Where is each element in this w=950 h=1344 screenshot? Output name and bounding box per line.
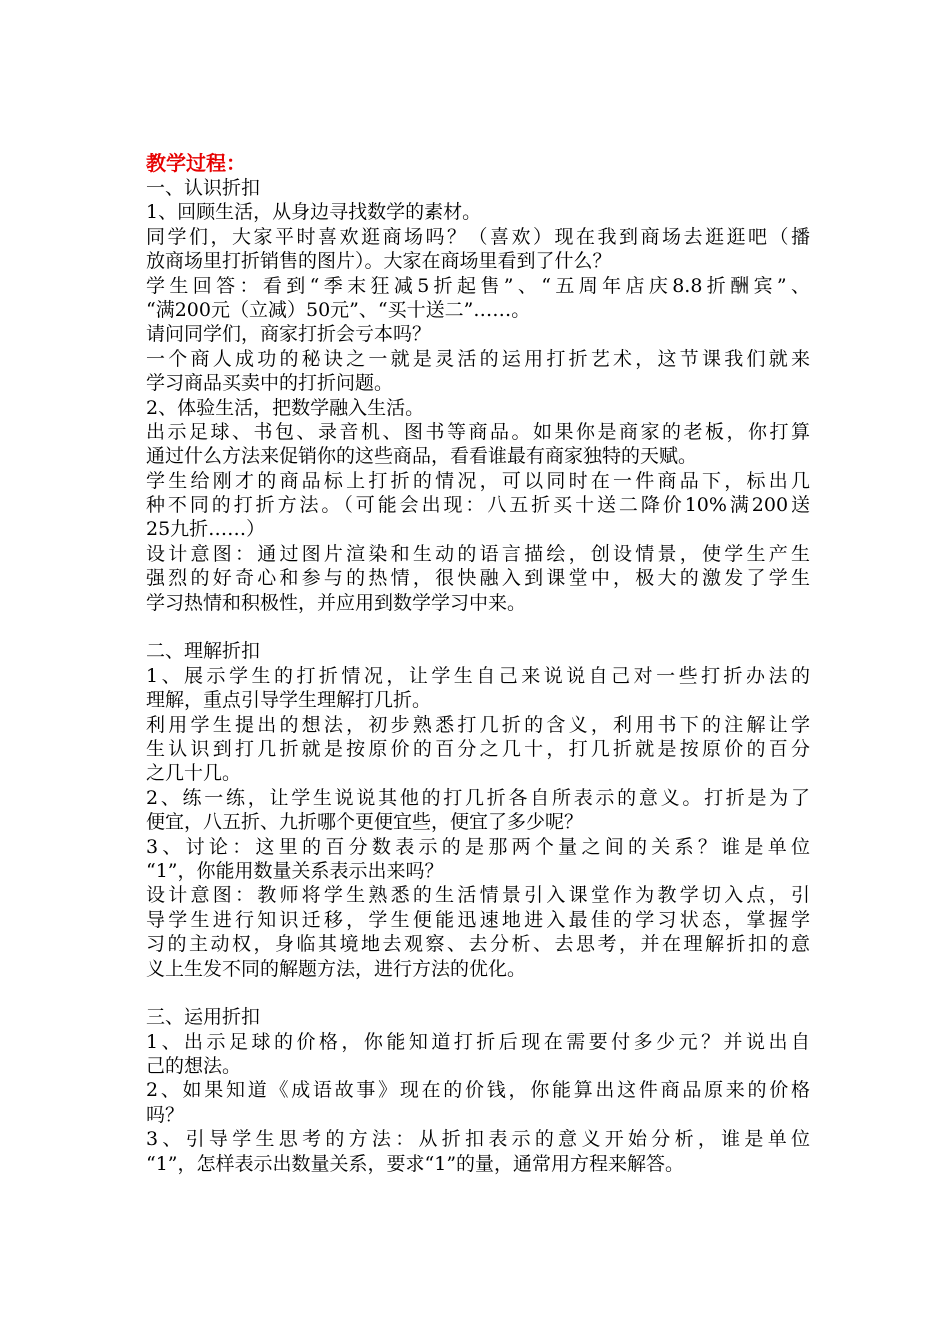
paragraph <box>146 396 810 420</box>
text-line: 设计意图：通过图片渲染和生动的语言描绘，创设情景，使学生产生 <box>146 542 810 565</box>
text-line: 生认识到打几折就是按原价的百分之几十，打几折就是按原价的百分 <box>146 737 810 760</box>
paragraph <box>146 713 810 786</box>
paragraph <box>146 786 810 835</box>
paragraph <box>146 883 810 981</box>
section-heading: 一、认识折扣 <box>146 177 261 199</box>
text-line: 请问同学们，商家打折会亏本吗？ <box>146 323 432 346</box>
text-line: 1、展示学生的打折情况，让学生自己来说说自己对一些打折办法的 <box>146 664 810 687</box>
text-line: 习的主动权，身临其境地去观察、去分析、去思考，并在理解折扣的意 <box>146 933 810 956</box>
paragraph <box>146 420 810 469</box>
text-line: 放商场里打折销售的图片）。大家在商场里看到了什么？ <box>146 250 612 273</box>
text-line: “满200元（立减）50元”、“买十送二”……。 <box>146 298 531 321</box>
text-line: 义上生发不同的解题方法，进行方法的优化。 <box>146 957 527 980</box>
text-line: 学习热情和积极性，并应用到数学学习中来。 <box>146 591 527 614</box>
paragraph <box>146 1127 810 1176</box>
text-line: 2、体验生活，把数学融入生活。 <box>146 396 425 419</box>
text-line: 理解，重点引导学生理解打几折。 <box>146 689 432 712</box>
document-body <box>146 176 810 1176</box>
text-line: 一个商人成功的秘诀之一就是灵活的运用打折艺术，这节课我们就来 <box>146 347 810 370</box>
paragraph <box>146 347 810 396</box>
text-line: 设计意图：教师将学生熟悉的生活情景引入课堂作为教学切入点，引 <box>146 884 810 907</box>
paragraph <box>146 664 810 713</box>
text-line: 强烈的好奇心和参与的热情，很快融入到课堂中，极大的激发了学生 <box>146 567 810 590</box>
paragraph <box>146 542 810 615</box>
text-line: 3、讨论：这里的百分数表示的是那两个量之间的关系？谁是单位 <box>146 835 810 858</box>
text-line: 便宜，八五折、九折哪个更便宜些，便宜了多少呢？ <box>146 811 584 834</box>
text-line: “1”，你能用数量关系表示出来吗？ <box>146 859 444 882</box>
document-page <box>146 150 810 1176</box>
section-spacer <box>146 981 810 1005</box>
text-line: 导学生进行知识迁移，学生便能迅速地进入最佳的学习状态，掌握学 <box>146 908 810 931</box>
text-line: 3、引导学生思考的方法：从折扣表示的意义开始分析，谁是单位 <box>146 1128 810 1151</box>
text-line: 吗？ <box>146 1103 185 1126</box>
text-line: 己的想法。 <box>146 1055 242 1078</box>
text-line: 学习商品买卖中的打折问题。 <box>146 372 394 395</box>
paragraph <box>146 322 810 346</box>
text-line: “1”，怎样表示出数量关系，要求“1”的量，通常用方程来解答。 <box>146 1152 685 1175</box>
text-line: 25九折……） <box>146 518 266 541</box>
section-heading: 三、运用折扣 <box>146 1006 261 1029</box>
text-line: 种不同的打折方法。（可能会出现：八五折买十送二降价10%满200送 <box>146 494 810 517</box>
section-heading: 二、理解折扣 <box>146 640 261 663</box>
text-line: 学生给刚才的商品标上打折的情况，可以同时在一件商品下，标出几 <box>146 469 810 492</box>
text-line: 出示足球、书包、录音机、图书等商品。如果你是商家的老板，你打算 <box>146 420 810 443</box>
text-line: 学生回答：看到“季末狂减5折起售”、“五周年店庆8.8折酬宾”、 <box>146 274 810 297</box>
text-line: 利用学生提出的想法，初步熟悉打几折的含义，利用书下的注解让学 <box>146 713 810 736</box>
paragraph <box>146 200 810 224</box>
paragraph <box>146 1030 810 1079</box>
section-spacer <box>146 615 810 639</box>
text-line: 同学们，大家平时喜欢逛商场吗？（喜欢）现在我到商场去逛逛吧（播 <box>146 225 810 248</box>
text-line: 通过什么方法来促销你的这些商品，看看谁最有商家独特的天赋。 <box>146 445 698 468</box>
page-title: 教学过程： <box>146 151 246 175</box>
paragraph <box>146 835 810 884</box>
paragraph <box>146 469 810 542</box>
text-line: 2、练一练，让学生说说其他的打几折各自所表示的意义。打折是为了 <box>146 786 810 809</box>
paragraph <box>146 225 810 274</box>
text-line: 1、回顾生活，从身边寻找数学的素材。 <box>146 201 482 224</box>
text-line: 2、如果知道《成语故事》现在的价钱，你能算出这件商品原来的价格 <box>146 1079 810 1102</box>
text-line: 1、出示足球的价格，你能知道打折后现在需要付多少元？并说出自 <box>146 1030 810 1053</box>
text-line: 之几十几。 <box>146 762 242 785</box>
paragraph <box>146 1078 810 1127</box>
paragraph <box>146 274 810 323</box>
